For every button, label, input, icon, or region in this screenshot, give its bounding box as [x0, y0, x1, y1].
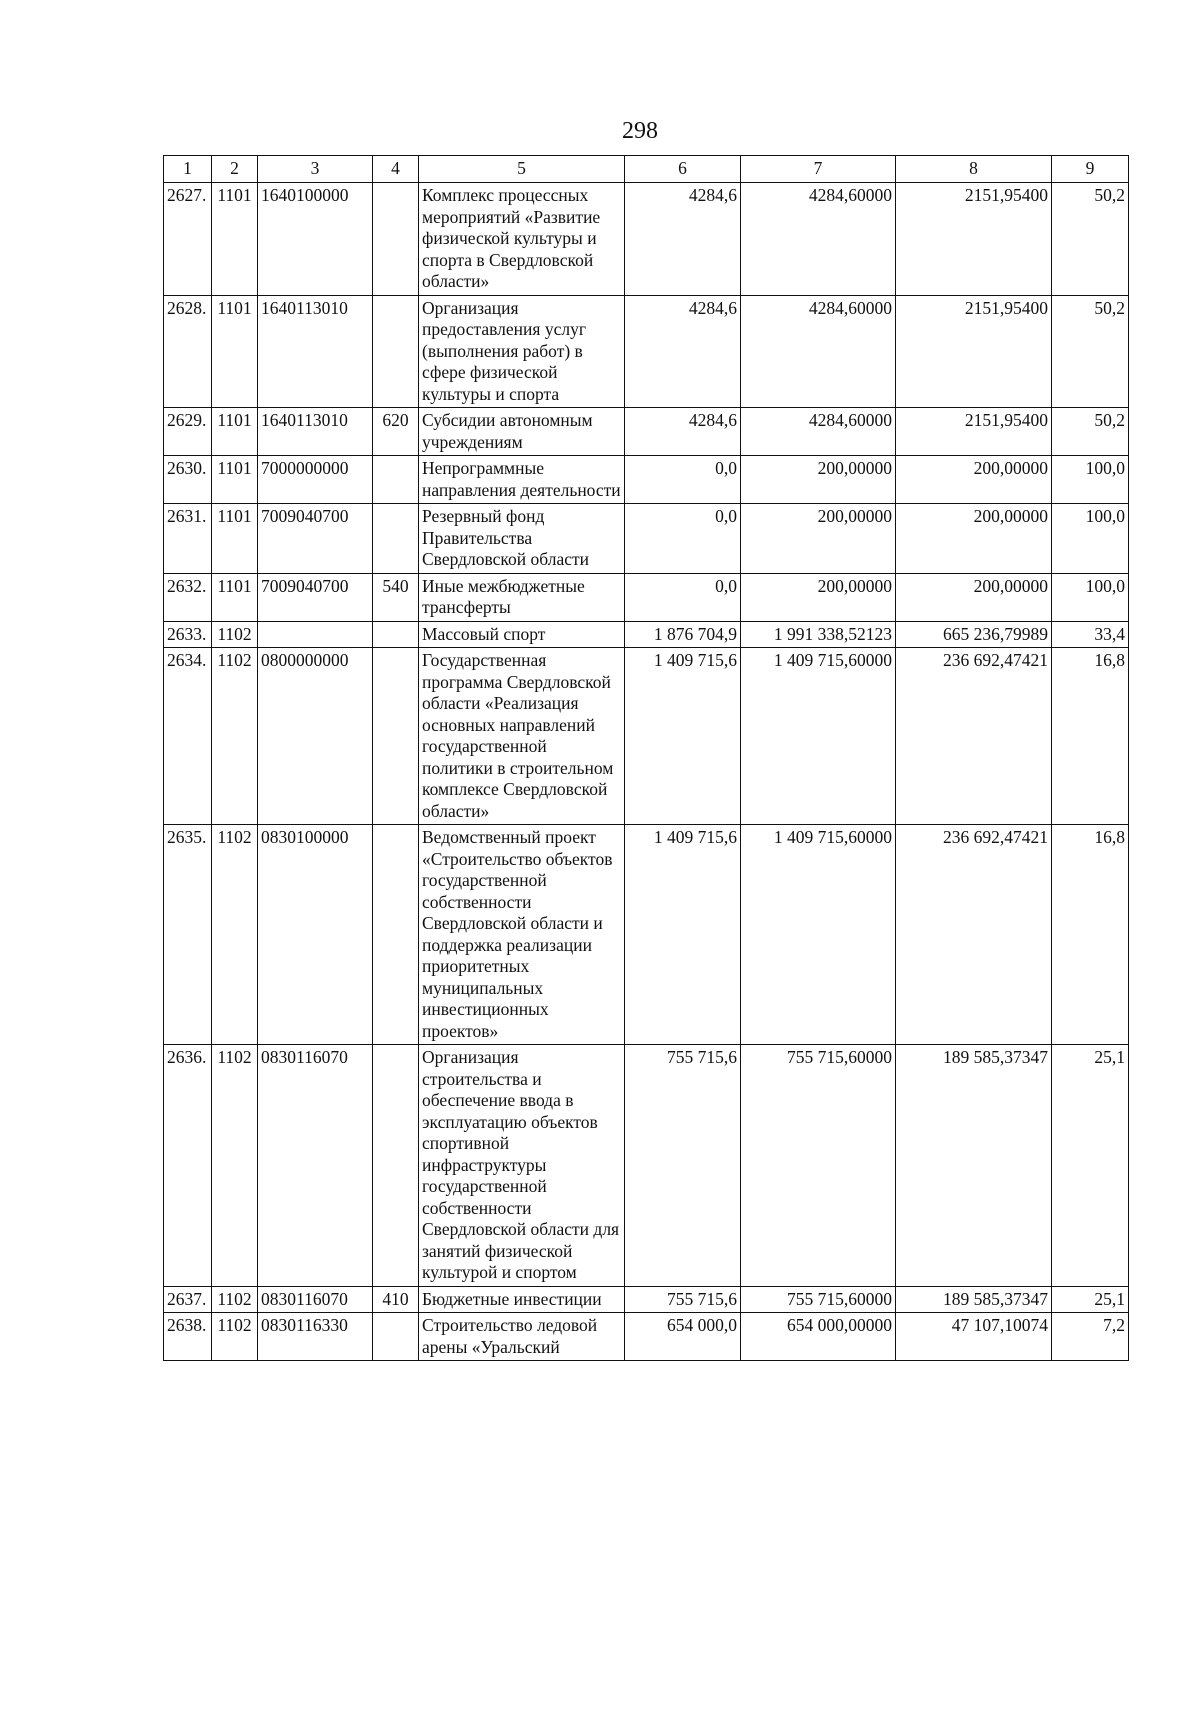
planned-amount-cell: 200,00000	[741, 504, 896, 574]
planned-amount-cell: 654 000,00000	[741, 1313, 896, 1361]
target-code-cell: 0800000000	[258, 648, 373, 825]
row-number-cell: 2628.	[164, 295, 212, 408]
percent-cell: 7,2	[1052, 1313, 1129, 1361]
executed-amount-cell: 200,00000	[896, 573, 1052, 621]
executed-amount-cell: 236 692,47421	[896, 825, 1052, 1045]
percent-cell: 33,4	[1052, 621, 1129, 648]
expense-type-cell	[373, 1313, 419, 1361]
expense-type-cell	[373, 456, 419, 504]
percent-cell: 50,2	[1052, 408, 1129, 456]
target-code-cell: 0830116070	[258, 1286, 373, 1313]
row-number-cell: 2633.	[164, 621, 212, 648]
approved-amount-cell: 0,0	[625, 456, 741, 504]
planned-amount-cell: 200,00000	[741, 573, 896, 621]
executed-amount-cell: 47 107,10074	[896, 1313, 1052, 1361]
target-code-cell: 7000000000	[258, 456, 373, 504]
target-code-cell	[258, 621, 373, 648]
planned-amount-cell: 200,00000	[741, 456, 896, 504]
planned-amount-cell: 755 715,60000	[741, 1045, 896, 1287]
executed-amount-cell: 200,00000	[896, 504, 1052, 574]
approved-amount-cell: 4284,6	[625, 295, 741, 408]
section-code-cell: 1101	[212, 573, 258, 621]
planned-amount-cell: 1 991 338,52123	[741, 621, 896, 648]
percent-cell: 100,0	[1052, 456, 1129, 504]
section-code-cell: 1102	[212, 825, 258, 1045]
table-row	[164, 573, 1129, 621]
row-number-cell: 2630.	[164, 456, 212, 504]
table-row	[164, 621, 1129, 648]
section-code-cell: 1102	[212, 621, 258, 648]
percent-cell: 100,0	[1052, 573, 1129, 621]
percent-cell: 50,2	[1052, 295, 1129, 408]
executed-amount-cell: 200,00000	[896, 456, 1052, 504]
column-header: 4	[373, 156, 419, 183]
item-name-cell: Бюджетные инвестиции	[419, 1286, 625, 1313]
expense-type-cell	[373, 295, 419, 408]
percent-cell: 16,8	[1052, 648, 1129, 825]
expense-type-cell: 410	[373, 1286, 419, 1313]
approved-amount-cell: 1 876 704,9	[625, 621, 741, 648]
item-name-cell: Государственная программа Свердловской области «Реализация основных направлений государственной политики в строительном комплексе Свердловской области»	[419, 648, 625, 825]
executed-amount-cell: 189 585,37347	[896, 1045, 1052, 1287]
row-number-cell: 2629.	[164, 408, 212, 456]
approved-amount-cell: 1 409 715,6	[625, 648, 741, 825]
approved-amount-cell: 654 000,0	[625, 1313, 741, 1361]
planned-amount-cell: 4284,60000	[741, 295, 896, 408]
section-code-cell: 1102	[212, 1045, 258, 1287]
approved-amount-cell: 1 409 715,6	[625, 825, 741, 1045]
table-row	[164, 1045, 1129, 1287]
percent-cell: 50,2	[1052, 183, 1129, 296]
executed-amount-cell: 665 236,79989	[896, 621, 1052, 648]
target-code-cell: 0830116330	[258, 1313, 373, 1361]
approved-amount-cell: 0,0	[625, 573, 741, 621]
section-code-cell: 1102	[212, 1313, 258, 1361]
expense-type-cell: 540	[373, 573, 419, 621]
section-code-cell: 1101	[212, 295, 258, 408]
column-header: 9	[1052, 156, 1129, 183]
target-code-cell: 0830100000	[258, 825, 373, 1045]
expense-type-cell	[373, 648, 419, 825]
table-row	[164, 825, 1129, 1045]
page-number: 298	[622, 118, 658, 144]
target-code-cell: 0830116070	[258, 1045, 373, 1287]
target-code-cell: 7009040700	[258, 504, 373, 574]
item-name-cell: Строительство ледовой арены «Уральский	[419, 1313, 625, 1361]
column-header: 8	[896, 156, 1052, 183]
approved-amount-cell: 4284,6	[625, 183, 741, 296]
row-number-cell: 2631.	[164, 504, 212, 574]
table-row	[164, 183, 1129, 296]
planned-amount-cell: 755 715,60000	[741, 1286, 896, 1313]
approved-amount-cell: 4284,6	[625, 408, 741, 456]
percent-cell: 16,8	[1052, 825, 1129, 1045]
expense-type-cell	[373, 504, 419, 574]
section-code-cell: 1102	[212, 648, 258, 825]
table-body	[164, 183, 1129, 1361]
expense-type-cell	[373, 621, 419, 648]
column-header: 1	[164, 156, 212, 183]
percent-cell: 25,1	[1052, 1286, 1129, 1313]
table-row	[164, 648, 1129, 825]
expense-type-cell: 620	[373, 408, 419, 456]
header-row	[164, 156, 1129, 183]
approved-amount-cell: 755 715,6	[625, 1286, 741, 1313]
executed-amount-cell: 2151,95400	[896, 295, 1052, 408]
table-row	[164, 1286, 1129, 1313]
executed-amount-cell: 2151,95400	[896, 183, 1052, 296]
target-code-cell: 1640113010	[258, 295, 373, 408]
planned-amount-cell: 1 409 715,60000	[741, 825, 896, 1045]
table-row	[164, 1313, 1129, 1361]
expense-type-cell	[373, 1045, 419, 1287]
row-number-cell: 2637.	[164, 1286, 212, 1313]
column-header: 3	[258, 156, 373, 183]
row-number-cell: 2638.	[164, 1313, 212, 1361]
item-name-cell: Резервный фонд Правительства Свердловской области	[419, 504, 625, 574]
expense-type-cell	[373, 825, 419, 1045]
section-code-cell: 1101	[212, 456, 258, 504]
table-row	[164, 295, 1129, 408]
row-number-cell: 2634.	[164, 648, 212, 825]
planned-amount-cell: 1 409 715,60000	[741, 648, 896, 825]
item-name-cell: Массовый спорт	[419, 621, 625, 648]
column-header: 2	[212, 156, 258, 183]
row-number-cell: 2632.	[164, 573, 212, 621]
executed-amount-cell: 236 692,47421	[896, 648, 1052, 825]
item-name-cell: Субсидии автономным учреждениям	[419, 408, 625, 456]
table-row	[164, 504, 1129, 574]
planned-amount-cell: 4284,60000	[741, 408, 896, 456]
executed-amount-cell: 189 585,37347	[896, 1286, 1052, 1313]
section-code-cell: 1101	[212, 504, 258, 574]
percent-cell: 100,0	[1052, 504, 1129, 574]
item-name-cell: Иные межбюджетные трансферты	[419, 573, 625, 621]
row-number-cell: 2636.	[164, 1045, 212, 1287]
percent-cell: 25,1	[1052, 1045, 1129, 1287]
executed-amount-cell: 2151,95400	[896, 408, 1052, 456]
section-code-cell: 1102	[212, 1286, 258, 1313]
item-name-cell: Комплекс процессных мероприятий «Развитие физической культуры и спорта в Свердловской области»	[419, 183, 625, 296]
planned-amount-cell: 4284,60000	[741, 183, 896, 296]
column-header: 6	[625, 156, 741, 183]
section-code-cell: 1101	[212, 183, 258, 296]
item-name-cell: Организация предоставления услуг (выполнения работ) в сфере физической культуры и спорта	[419, 295, 625, 408]
approved-amount-cell: 755 715,6	[625, 1045, 741, 1287]
table-row	[164, 408, 1129, 456]
expense-type-cell	[373, 183, 419, 296]
approved-amount-cell: 0,0	[625, 504, 741, 574]
column-header: 5	[419, 156, 625, 183]
section-code-cell: 1101	[212, 408, 258, 456]
column-header: 7	[741, 156, 896, 183]
target-code-cell: 1640100000	[258, 183, 373, 296]
target-code-cell: 1640113010	[258, 408, 373, 456]
item-name-cell: Организация строительства и обеспечение ввода в эксплуатацию объектов спортивной инфраструктуры государственной собственности Свердловской области для занятий физической культурой и спортом	[419, 1045, 625, 1287]
row-number-cell: 2627.	[164, 183, 212, 296]
item-name-cell: Ведомственный проект «Строительство объектов государственной собственности Свердловской области и поддержка реализации приоритетных муниципальных инвестиционных проектов»	[419, 825, 625, 1045]
row-number-cell: 2635.	[164, 825, 212, 1045]
budget-table	[163, 155, 1129, 1361]
target-code-cell: 7009040700	[258, 573, 373, 621]
table-row	[164, 456, 1129, 504]
item-name-cell: Непрограммные направления деятельности	[419, 456, 625, 504]
